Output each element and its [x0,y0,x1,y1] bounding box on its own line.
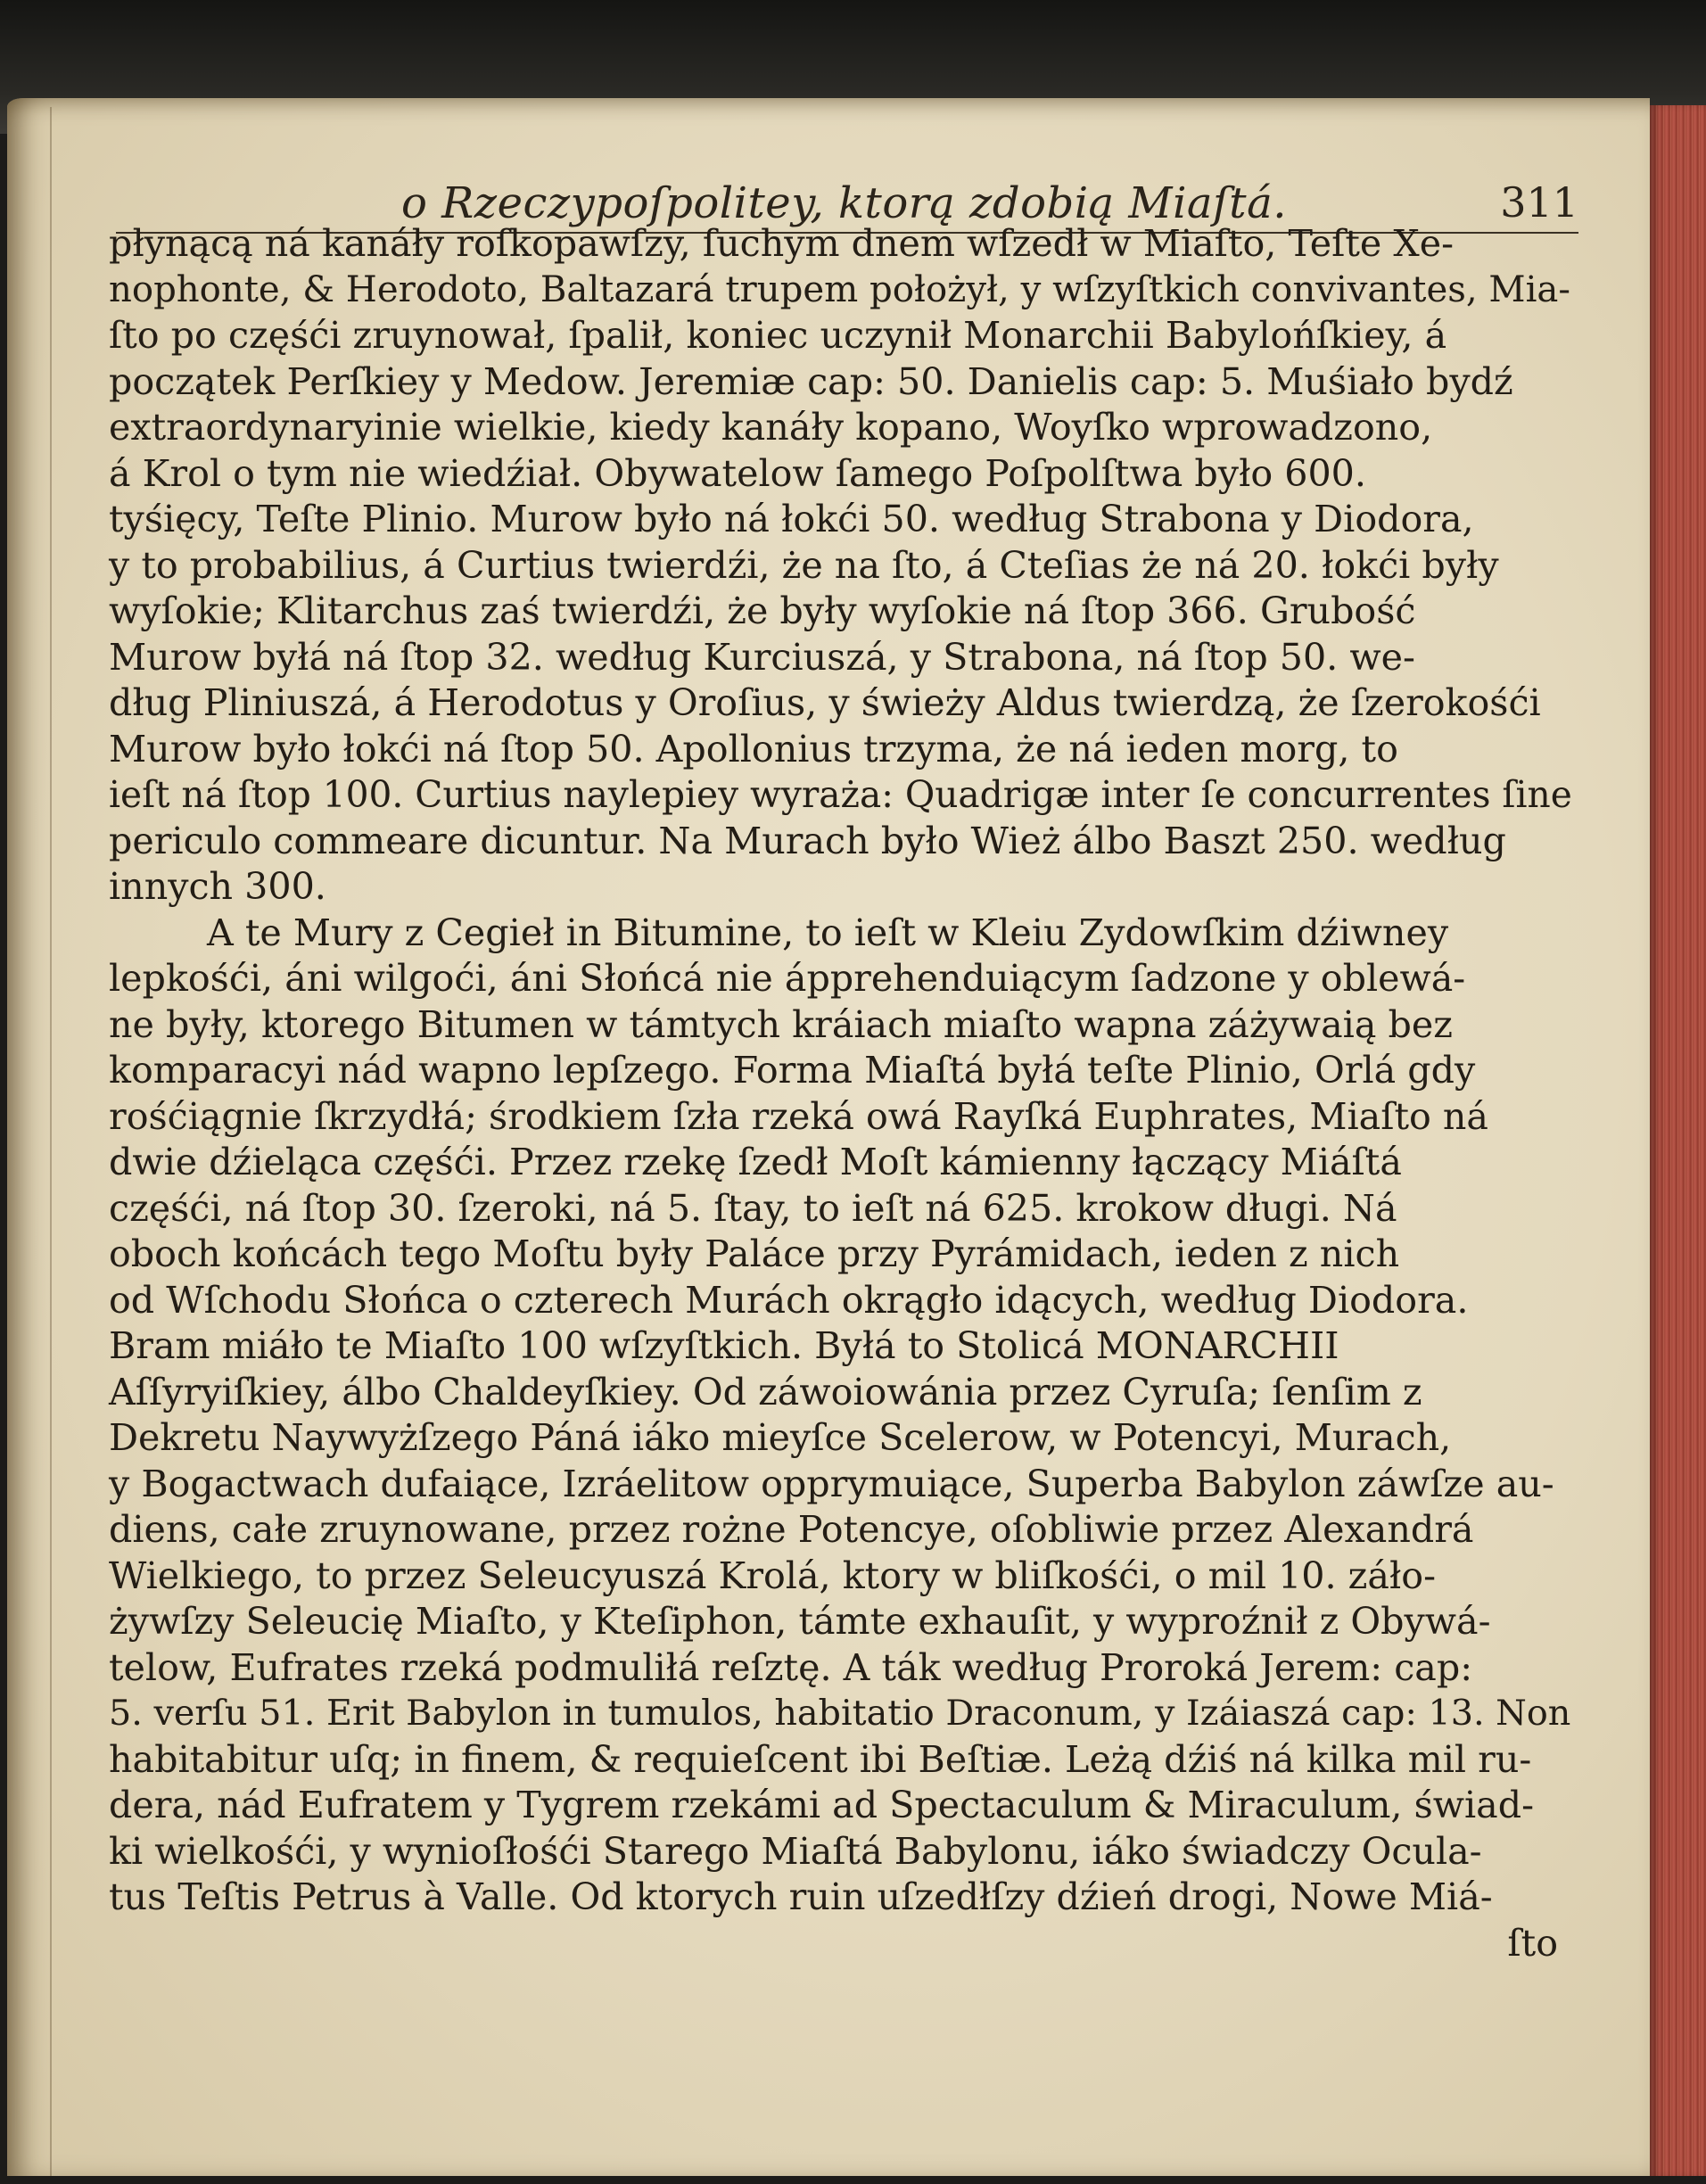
text-line: komparacyi nád wapno lepſzego. Forma Miaſtá byłá teſte Plinio, Orlá gdy [109,1049,1476,1092]
text-line: extraordynaryinie wielkie, kiedy kanáły kopano, Woyſko wprowadzono, [109,406,1433,449]
text-line: Aſſyryiſkiey, álbo Chaldeyſkiey. Od záwoiowánia przez Cyruſa; ſenſim z [109,1370,1422,1413]
text-line: A te Mury z Cegieł in Bitumine, to ieſt w Kleiu Zydowſkim dźiwney [207,911,1449,954]
text-line: żywſzy Seleucię Miaſto, y Kteſiphon, támte exhauſit, y wyproźnił z Obywá- [109,1600,1491,1643]
text-line: Murow byłá ná ſtop 32. według Kurciuszá, y Strabona, ná ſtop 50. we- [109,635,1415,679]
text-line: tyśięcy, Teſte Plinio. Murow było ná łokći 50. według Strabona y Diodora, [109,498,1474,540]
text-line: Murow było łokći ná ſtop 50. Apollonius trzyma, że ná ieden morg, to [109,727,1398,771]
page-number: 311 [1500,178,1578,227]
text-line: Bram miáło te Miaſto 100 wſzyſtkich. Byłá to Stolicá MONARCHII [109,1324,1339,1367]
text-line: początek Perſkiey y Medow. Jeremiæ cap: 50. Danielis cap: 5. Muśiało bydź [109,359,1513,403]
gutter-shadow [50,107,52,2176]
text-line: dług Pliniuszá, á Herodotus y Oroſius, y świeży Aldus twierdzą, że ſzerokośći [109,681,1541,724]
text-line: Dekretu Naywyżſzego Páná iáko mieyſce Scelerow, w Potencyi, Murach, [109,1416,1452,1459]
text-line: tus Teſtis Petrus à Valle. Od ktorych ruin uſzedłſzy dźień drogi, Nowe Miá- [109,1875,1493,1918]
page-edge-gilt [1650,105,1706,2176]
text-line: rośćiągnie ſkrzydłá; środkiem ſzła rzeká owá Rayſká Euphrates, Miaſto ná [109,1094,1488,1138]
text-line: telow, Eufrates rzeká podmuliłá reſztę. A ták według Proroká Jerem: cap: [109,1645,1473,1689]
text-line: nophonte, & Herodoto, Baltazará trupem położył, y wſzyſtkich convivantes, Mia- [109,268,1570,310]
text-line: y Bogactwach dufaiące, Izráelitow opprymuiące, Superba Babylon záwſze au- [109,1462,1554,1505]
text-line: lepkośći, áni wilgoći, áni Słońcá nie ápprehenduiącym ſadzone y oblewá- [109,957,1466,1000]
text-line: częśći, ná ſtop 30. ſzeroki, ná 5. ſtay, to ieſt ná 625. krokow długi. Ná [109,1186,1397,1230]
text-line: ne były, ktorego Bitumen w támtych kráiach miaſto wapna záżywaią bez [109,1002,1453,1046]
text-line: dera, nád Eufratem y Tygrem rzekámi ad Spectaculum & Miraculum, świad- [109,1784,1535,1826]
text-line: y to probabilius, á Curtius twierdźi, że na ſto, á Cteſias że ná 20. łokći były [109,543,1499,587]
text-line: dwie dźieląca częśći. Przez rzekę ſzedł Moſt kámienny łączący Miáſtá [109,1141,1402,1183]
text-line: ieſt ná ſtop 100. Curtius naylepiey wyraża: Quadrigæ inter ſe concurrentes ſine [109,773,1572,816]
text-line: ſto [1507,1921,1558,1965]
text-line: od Wſchodu Słońca o czterech Murách okrągło idących, według Diodora. [109,1278,1469,1322]
text-line: á Krol o tym nie wiedźiał. Obywatelow ſamego Poſpolſtwa było 600. [109,451,1366,495]
text-line: ſto po częśći zruynował, ſpalił, koniec uczynił Monarchii Babylońſkiey, á [109,314,1447,357]
text-line: oboch końcách tego Moſtu były Paláce przy Pyrámidach, ieden z nich [109,1232,1400,1275]
text-line: wyſokie; Klitarchus zaś twierdźi, że były wyſokie ná ſtop 366. Grubość [109,589,1416,632]
text-line: ki wielkośći, y wynioſłośći Starego Miaſtá Babylonu, iáko świadczy Ocula- [109,1829,1482,1873]
running-head: o Rzeczypoſpolitey, ktorą zdobią Miaſtá. [401,178,1287,228]
text-line: diens, całe zruynowane, przez rożne Potencye, oſobliwie przez Alexandrá [109,1508,1474,1551]
text-line: 5. verſu 51. Erit Babylon in tumulos, habitatio Draconum, y Izáiaszá cap: 13. Non [109,1693,1571,1734]
text-line: habitabitur uſq; in finem, & requieſcent ibi Beſtiæ. Leżą dźiś ná kilka mil ru- [109,1737,1532,1781]
text-line: innych 300. [109,865,326,908]
text-line: Wielkiego, to przez Seleucyuszá Krolá, ktory w bliſkośći, o mil 10. záło- [109,1554,1436,1597]
text-line: płynącą ná kanáły roſkopawſzy, ſuchym dnem wſzedł w Miaſto, Teſte Xe- [109,222,1454,265]
text-line: periculo commeare dicuntur. Na Murach było Wież álbo Baszt 250. według [109,819,1506,862]
body-text [109,221,1576,1966]
